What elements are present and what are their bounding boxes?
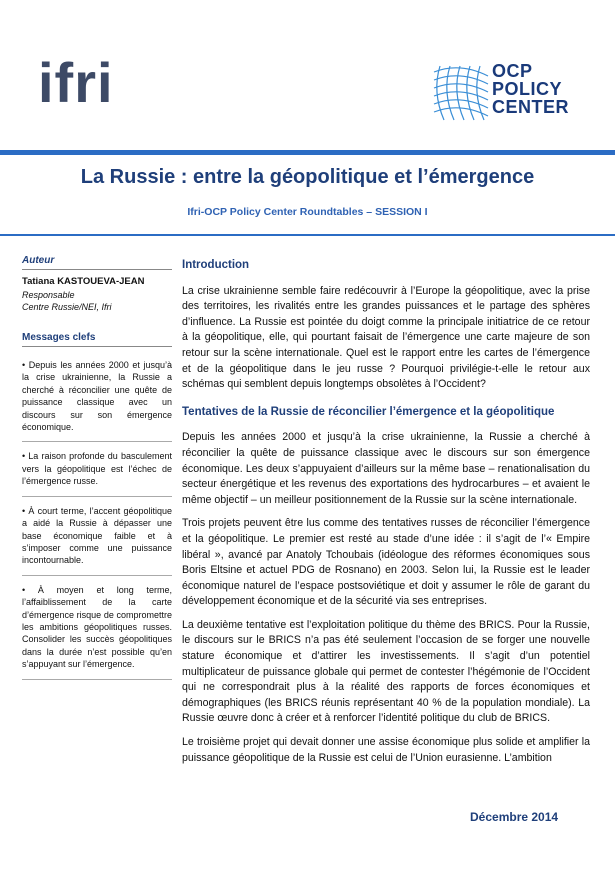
publication-date: Décembre 2014 (470, 810, 559, 824)
key-message: • Depuis les années 2000 et jusqu’à la crise ukrainienne, la Russie a cherché à réconcilier une quête de puissance classique avec un discours sur son émergence économique. (22, 360, 172, 433)
header-rule (0, 150, 615, 155)
body-paragraph: Depuis les années 2000 et jusqu’à la crise ukrainienne, la Russie a cherché à réconcilier la quête de puissance classique avec le discours sur son émergence économique. Les deux s’appuyaient d’ailleurs sur la même base – renationalisation du secteur énergétique et les revenus des exportations des hydrocarbures – et avaient le même objectif – un meilleur positionnement de la Russie sur la scène internationale. (182, 431, 590, 506)
message-separator (22, 441, 172, 442)
ifri-logo-text: ifri (38, 52, 114, 110)
intro-heading: Introduction (182, 259, 250, 271)
intro-paragraph: La crise ukrainienne semble faire redécouvrir à l’Europe la géopolitique, avec la prise des territoires, les rivalités entre les grandes puissances et le partage des sphères d’influence. La Russie est pointée du doigt comme la principale initiatrice de ce retour à la géopolitique, elle, qui pourtant faisait de l’émergence une carte majeure de son retour sur la scène internationale. Quel est le rapport entre les cartes de l’émergence et de la géopolitique dans le jeu russe ? Pourquoi privilégie-t-elle le retour aux schémas qui semblent depuis longtemps obsolètes à l’Occident? (182, 284, 590, 391)
ocp-policy-center-logo (430, 62, 585, 124)
page-title: La Russie : entre la géopolitique et l’émergence (80, 166, 535, 188)
ocp-logo-line: CENTER (492, 97, 570, 117)
author-unit: Centre Russie/NEI, Ifri (22, 302, 112, 313)
ocp-globe-icon (430, 62, 494, 124)
ocp-logo-line: POLICY (492, 79, 563, 99)
ocp-logo-line: OCP (492, 61, 533, 81)
body-paragraph: La deuxième tentative est l’exploitation politique du thème des BRICS. Pour la Russie, le discours sur le BRICS n’a pas été seulement l’occasion de se forger une nouvelle stature économique et d’attirer les investissements. Il s’agit d’un potentiel multiplicateur de puissance globale qui permet de contester l’hégémonie de l’Occident qui ne correspondrait plus à la réalité des rapports de forces économiques et démographiques (les BRICS réunis représentant 40 % de la population mondiale). La Russie œuvre donc à créer et à renforcer l’identité politique du club de BRICS. (182, 618, 590, 725)
body-paragraph: Trois projets peuvent être lus comme des tentatives russes de réconcilier l’émergence et la géopolitique. Le premier est resté au stade d’une idée : il s’agit de l’« Empire libéral », avancé par Anatoly Tchoubais (idéologue des réformes économiques sous Boris Eltsine et actuel PDG de Rosnano) en 2003. Selon lui, la Russie est le leader économique naturel de l’espace postsoviétique et doit y assumer le rôle de garant du développement économique et de la sécurité via ses entreprises. (182, 517, 590, 608)
key-message: • À moyen et long terme, l’affaiblissement de la carte d’émergence risque de compromettre les ambitions géopolitiques russes. Consolider les succès géopolitiques dans la durée n’est possible qu’en s’appuyant sur l’émergence. (22, 584, 172, 670)
author-heading: Auteur (22, 255, 55, 266)
sidebar (22, 255, 172, 688)
key-message: • À court terme, l’accent géopolitique a aidé la Russie à dépasser une base économique faible et à s’imposer comme une puissance incontournable. (22, 505, 172, 566)
ifri-logo (38, 52, 118, 110)
message-separator (22, 679, 172, 680)
key-message: • La raison profonde du basculement vers la géopolitique est l’échec de l’émergence russe. (22, 451, 172, 487)
author-name: Tatiana KASTOUEVA-JEAN (22, 276, 145, 288)
ocp-logo-text (492, 62, 592, 116)
author-role: Responsable (22, 289, 75, 300)
messages-heading: Messages clefs (22, 331, 96, 343)
message-separator (22, 575, 172, 576)
section-heading: Tentatives de la Russie de réconcilier l’émergence et la géopolitique (182, 405, 555, 418)
sidebar-divider (22, 346, 172, 347)
page-subtitle: Ifri-OCP Policy Center Roundtables – SESSION I (187, 206, 428, 218)
title-rule (0, 234, 615, 236)
message-separator (22, 496, 172, 497)
body-paragraph: Le troisième projet qui devait donner une assise économique plus solide et amplifier la puissance géopolitique de la Russie est celui de l’Union eurasienne. L’ambition (182, 736, 590, 764)
main-content (182, 258, 590, 774)
sidebar-divider (22, 269, 172, 270)
